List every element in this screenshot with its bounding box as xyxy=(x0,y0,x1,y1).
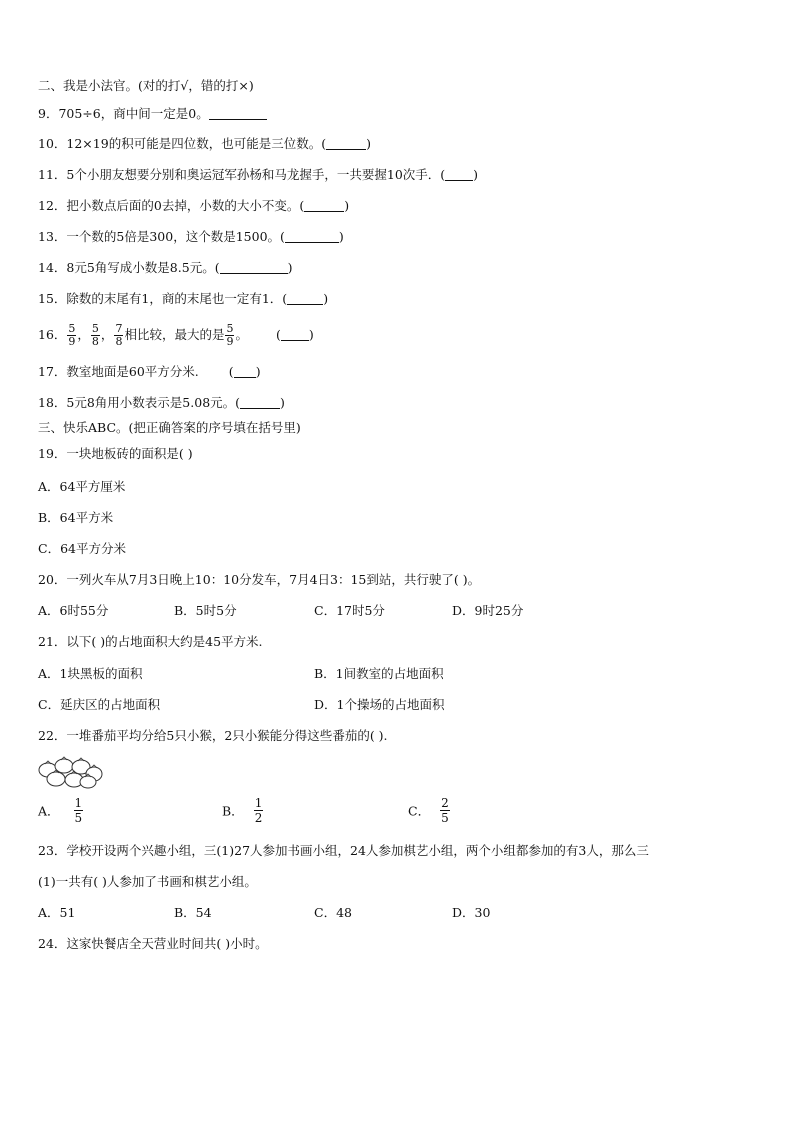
option-a[interactable]: A．51 xyxy=(38,905,76,920)
question-10-text: 10．12×19的积可能是四位数，也可能是三位数。( xyxy=(38,136,327,151)
question-23-continued: (1)一共有( )人参加了书画和棋艺小组。 xyxy=(38,874,257,889)
paren-close: ) xyxy=(323,291,329,306)
paren-open: ( xyxy=(275,327,281,342)
answer-blank[interactable] xyxy=(304,199,344,212)
paren-close: ) xyxy=(255,364,261,379)
answer-blank[interactable] xyxy=(445,168,473,181)
question-19: 19．一块地板砖的面积是( ) xyxy=(38,446,193,461)
paren-close: ) xyxy=(366,136,371,151)
paren-close: ) xyxy=(308,327,314,342)
question-15-text: 15．除数的末尾有1，商的末尾也一定有1．( xyxy=(38,291,288,306)
option-b[interactable]: B．64平方米 xyxy=(38,510,114,525)
fraction: $\frac{1}{5}$ xyxy=(74,796,83,825)
section-2-title: 二、我是小法官。(对的打√，错的打×) xyxy=(38,78,254,93)
option-b[interactable]: B．5时5分 xyxy=(174,603,237,618)
question-17 xyxy=(38,364,261,380)
option-c[interactable]: C． $\frac{2}{5}$ xyxy=(408,796,449,825)
option-b[interactable]: B．54 xyxy=(174,905,212,920)
fraction: $\frac{1}{2}$ xyxy=(254,796,263,825)
option-d[interactable]: D．9时25分 xyxy=(452,603,524,618)
answer-blank[interactable] xyxy=(240,396,280,409)
option-a[interactable]: A．1块黑板的面积 xyxy=(38,666,143,681)
question-9 xyxy=(38,106,267,122)
answer-blank[interactable] xyxy=(287,292,323,305)
tomato-pile-image xyxy=(36,754,104,790)
question-18-text: 18．5元8角用小数表示是5.08元。( xyxy=(38,395,241,410)
answer-blank[interactable] xyxy=(281,328,309,341)
answer-blank[interactable] xyxy=(209,107,267,120)
fraction: $\frac{5}{9}$ xyxy=(68,322,76,348)
fraction: $\frac{2}{5}$ xyxy=(441,796,449,825)
option-a[interactable]: A． $\frac{1}{5}$ xyxy=(38,796,83,825)
option-c[interactable]: C．17时5分 xyxy=(314,603,385,618)
paren-open: ( xyxy=(228,364,234,379)
question-20: 20．一列火车从7月3日晚上10：10分发车，7月4日3：15到站，共行驶了( )。 xyxy=(38,572,481,587)
question-12-text: 12．把小数点后面的0去掉，小数的大小不变。( xyxy=(38,198,305,213)
paren-close: ) xyxy=(344,198,350,213)
option-b[interactable]: B． $\frac{1}{2}$ xyxy=(222,796,263,825)
option-c[interactable]: C．48 xyxy=(314,905,352,920)
answer-blank[interactable] xyxy=(285,230,339,243)
question-23: 23．学校开设两个兴趣小组，三(1)27人参加书画小组，24人参加棋艺小组，两个小组都参加的有3人，那么三 xyxy=(38,843,649,858)
paren-close: ) xyxy=(280,395,285,410)
option-d[interactable]: D．1个操场的占地面积 xyxy=(314,697,445,712)
question-14-text: 14．8元5角写成小数是8.5元。( xyxy=(38,260,220,275)
option-a[interactable]: A．64平方厘米 xyxy=(38,479,126,494)
section-3-title: 三、快乐ABC。(把正确答案的序号填在括号里) xyxy=(38,420,301,435)
question-24: 24．这家快餐店全天营业时间共( )小时。 xyxy=(38,936,268,951)
paren-close: ) xyxy=(287,260,293,275)
question-16-text: 相比较，最大的是 xyxy=(124,327,225,342)
fraction: $\frac{7}{8}$ xyxy=(115,322,123,348)
answer-blank[interactable] xyxy=(220,261,288,274)
option-c[interactable]: C．延庆区的占地面积 xyxy=(38,697,161,712)
question-15 xyxy=(38,291,328,307)
question-10 xyxy=(38,136,371,152)
answer-blank[interactable] xyxy=(234,365,256,378)
question-16-number: 16． xyxy=(38,327,67,342)
question-13 xyxy=(38,229,344,245)
question-12 xyxy=(38,198,349,214)
question-22: 22．一堆番茄平均分给5只小猴，2只小猴能分得这些番茄的( ). xyxy=(38,728,388,743)
question-9-text: 9．705÷6，商中间一定是0。 xyxy=(38,106,209,121)
fraction: $\frac{5}{8}$ xyxy=(91,322,99,348)
option-a[interactable]: A．6时55分 xyxy=(38,603,109,618)
question-14 xyxy=(38,260,292,276)
fraction: $\frac{5}{9}$ xyxy=(226,322,234,348)
question-18 xyxy=(38,395,285,411)
question-17-text: 17．教室地面是60平方分米. xyxy=(38,364,199,379)
question-13-text: 13．一个数的5倍是300，这个数是1500。( xyxy=(38,229,285,244)
question-11 xyxy=(38,167,478,183)
question-16: 16． $\frac{5}{9}$ ， $\frac{5}{8}$ ， $\frac{7}{8}$ 相比较，最大的是 $\frac{5}{9}$ 。 ( ) xyxy=(38,322,314,348)
option-c[interactable]: C．64平方分米 xyxy=(38,541,126,556)
option-d[interactable]: D．30 xyxy=(452,905,491,920)
question-11-text: 11．5个小朋友想要分别和奥运冠军孙杨和马龙握手，一共要握10次手．( xyxy=(38,167,446,182)
option-b[interactable]: B．1间教室的占地面积 xyxy=(314,666,444,681)
question-21: 21．以下( )的占地面积大约是45平方米. xyxy=(38,634,263,649)
answer-blank[interactable] xyxy=(326,137,366,150)
paren-close: ) xyxy=(338,229,344,244)
paren-close: ) xyxy=(473,167,479,182)
